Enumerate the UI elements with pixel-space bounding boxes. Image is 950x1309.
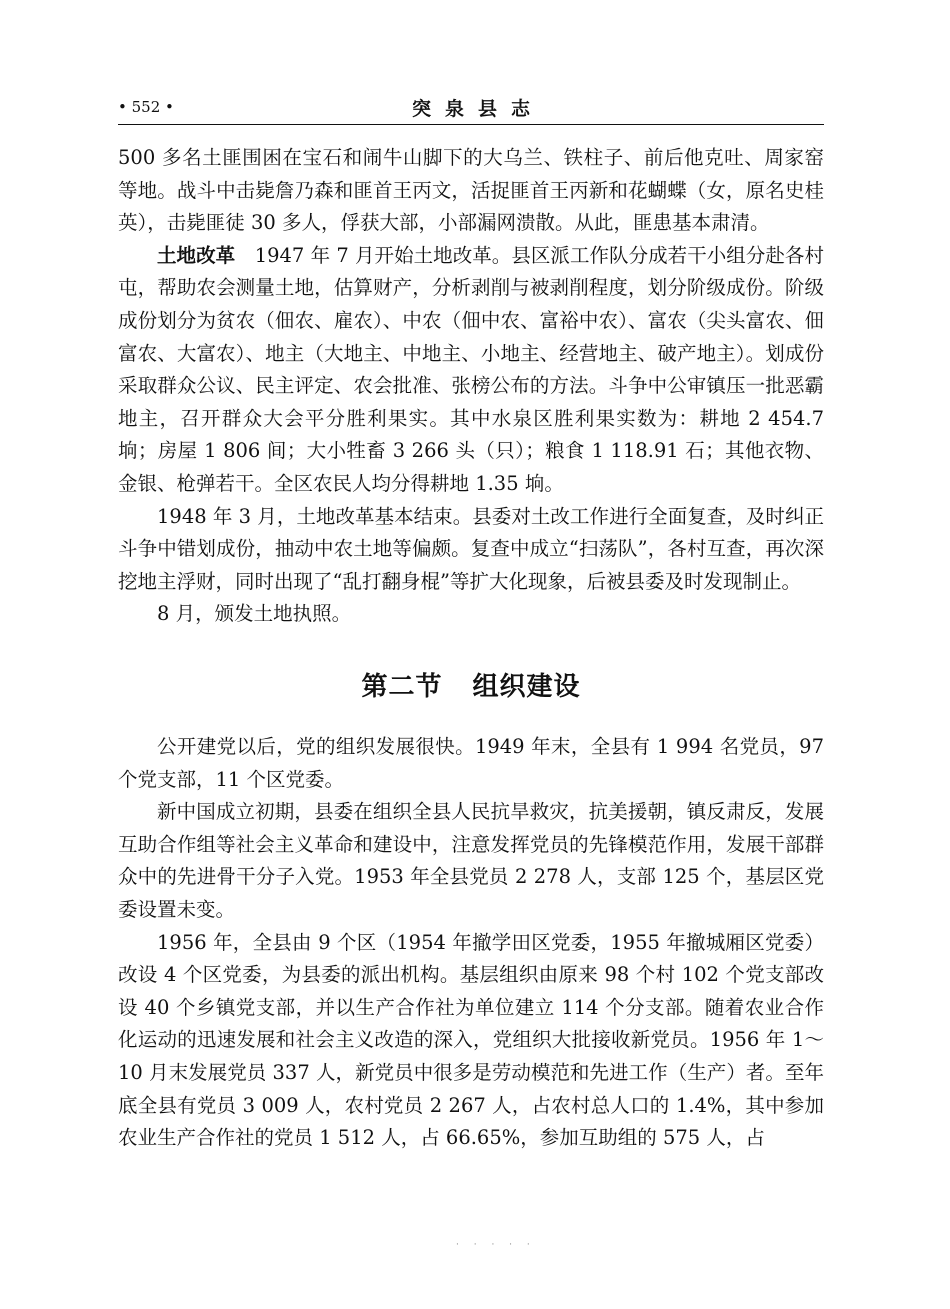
land-reform-term: 土地改革	[157, 243, 236, 267]
paragraph-bandit-suppression: 500 多名土匪围困在宝石和闹牛山脚下的大乌兰、铁柱子、前后他克吐、周家窑等地。战斗中击毙詹乃森和匪首王丙文，活捉匪首王丙新和花蝴蝶（女，原名史桂英），击毙匪徒 30 多人，俘获大部，小部漏网溃散。从此，匪患基本肃清。	[118, 146, 824, 235]
paragraph-party-growth: 公开建党以后，党的组织发展很快。1949 年末，全县有 1 994 名党员，97 个党支部，11 个区党委。	[118, 735, 824, 791]
paragraph-early-prc: 新中国成立初期，县委在组织全县人民抗旱救灾，抗美援朝，镇反肃反，发展互助合作组等社会主义革命和建设中，注意发挥党员的先锋模范作用，发展干部群众中的先进骨干分子入党。1953 年全县党员 2 278 人，支部 125 个，基层区党委设置未变。	[118, 800, 824, 921]
section-number: 第二节	[361, 672, 443, 702]
section-title: 组织建设	[472, 672, 581, 702]
page-number: • 552 •	[118, 98, 174, 116]
land-reform-text: 1947 年 7 月开始土地改革。县区派工作队分成若干小组分赴各村屯，帮助农会测量土地，估算财产，分析剥削与被剥削程度，划分阶级成份。阶级成份划分为贫农（佃农、雇农）、中农（佃中农、富裕中农）、富农（尖头富农、佃富农、大富农）、地主（大地主、中地主、小地主、经营地主、破产地主）。划成份采取群众公议、民主评定、农会批准、张榜公布的方法。斗争中公审镇压一批恶霸地主，召开群众大会平分胜利果实。其中水泉区胜利果实数为：耕地 2 454.7 垧；房屋 1 806 间；大小牲畜 3 266 头（只）；粮食 1 118.91 石；其他衣物、金银、枪弹若干。全区农民人均分得耕地 1.35 垧。	[118, 243, 824, 495]
section-heading	[118, 666, 824, 703]
page-header	[118, 94, 824, 122]
paragraph-land-reform	[118, 240, 824, 501]
scan-specks: · · · · ·	[456, 1240, 536, 1250]
paragraph-land-certificates: 8 月，颁发土地执照。	[157, 602, 352, 626]
section-two-body	[118, 731, 824, 1155]
paragraph-1956-reorganization: 1956 年，全县由 9 个区（1954 年撤学田区党委，1955 年撤城厢区党委）改设 4 个区党委，为县委的派出机构。基层组织由原来 98 个村 102 个党支部改设 40 个乡镇党支部，并以生产合作社为单位建立 114 个分支部。随着农业合作化运动的迅速发展和社会主义改造的深入，党组织大批接收新党员。1956 年 1～10 月末发展党员 337 人，新党员中很多是劳动模范和先进工作（生产）者。至年底全县有党员 3 009 人，农村党员 2 267 人，占农村总人口的 1.4%，其中参加农业生产合作社的党员 1 512 人，占 66.65%，参加互助组的 575 人，占	[118, 930, 824, 1150]
running-title: 突泉县志	[411, 98, 544, 120]
header-rule	[118, 124, 824, 125]
paragraph-land-reform-review: 1948 年 3 月，土地改革基本结束。县委对土改工作进行全面复查，及时纠正斗争中错划成份，抽动中农土地等偏颇。复查中成立“扫荡队”，各村互查，再次深挖地主浮财，同时出现了“乱打翻身棍”等扩大化现象，后被县委及时发现制止。	[118, 504, 824, 593]
section-one-body	[118, 142, 824, 631]
